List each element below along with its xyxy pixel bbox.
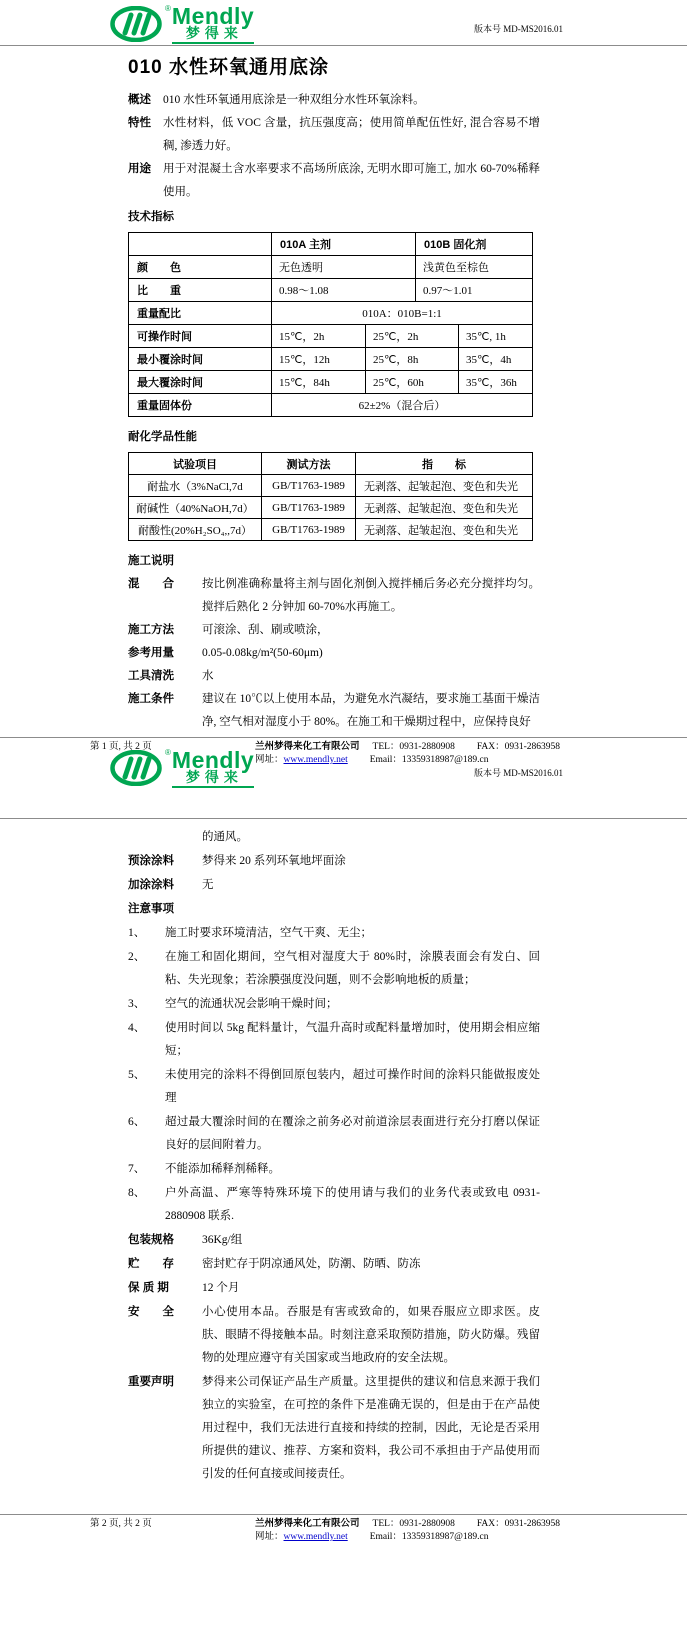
company-logo — [110, 3, 255, 44]
note-text: 超过最大覆涂时间的在覆涂之前务必对前道涂层表面进行充分打磨以保证良好的层间附着力。 — [165, 1116, 540, 1151]
conditions-row — [128, 688, 540, 734]
color-label: 颜 色 — [129, 256, 272, 278]
note-item — [128, 993, 540, 1016]
version-label-page2: 版本号 MD-MS2016.01 — [473, 768, 563, 778]
note-number: 3、 — [128, 998, 146, 1010]
packaging-label: 包装规格 — [128, 1234, 174, 1246]
acid-method: GB/T1763-1989 — [262, 519, 356, 540]
note-text: 使用时间以 5kg 配料量计，气温升高时或配料量增加时，使用期会相应缩短； — [165, 1022, 540, 1057]
safety-label: 安 全 — [128, 1306, 174, 1318]
shelf-life-label: 保 质 期 — [128, 1282, 169, 1294]
notes-heading: 注意事项 — [128, 903, 174, 915]
note-text: 户外高温、严寒等特殊环境下的使用请与我们的业务代表或致电 0931-2880908 联系. — [165, 1187, 540, 1222]
precoat-label: 预涂涂料 — [128, 855, 174, 867]
website-label: 网址： — [255, 1532, 284, 1542]
page2-number: 第 2 页, 共 2 页 — [90, 1519, 152, 1529]
solids-value: 62±2%（混合后） — [358, 400, 446, 412]
packaging-text: 36Kg/组 — [202, 1234, 243, 1246]
safety-row — [128, 1301, 540, 1370]
table-row — [129, 371, 532, 394]
tech-header-part-a: 010A 主剂 — [272, 233, 416, 255]
note-number: 4、 — [128, 1022, 146, 1034]
tool-cleaning-text: 水 — [202, 670, 214, 682]
conditions-text: 建议在 10℃以上使用本品，为避免水汽凝结，要求施工基面干燥洁净, 空气相对湿度小于 80%。在施工和干燥期过程中，应保持良好 — [202, 693, 540, 728]
additional-coat-label: 加涂涂料 — [128, 879, 174, 891]
max-recoat-25c: 25℃，60h — [366, 371, 459, 393]
tool-cleaning-label: 工具清洗 — [128, 670, 174, 682]
dosage-row — [128, 642, 540, 665]
min-recoat-label: 最小覆涂时间 — [129, 348, 272, 370]
ratio-value: 010A：010B=1:1 — [362, 308, 442, 320]
method-text: 可滚涂、刮、刷或喷涂， — [202, 624, 329, 636]
disclaimer-label: 重要声明 — [128, 1376, 174, 1388]
alkali-index: 无剥落、起皱起泡、变色和失光 — [364, 502, 518, 515]
note-number: 1、 — [128, 927, 146, 939]
note-number: 7、 — [128, 1163, 146, 1175]
gravity-b: 0.97～1.01 — [423, 285, 473, 297]
note-item — [128, 1182, 540, 1228]
table-row — [129, 519, 532, 541]
continuation-row — [128, 826, 540, 849]
logo-wordmark — [171, 747, 255, 788]
brand-name-en: Mendly — [171, 3, 255, 29]
gravity-a: 0.98～1.08 — [272, 279, 416, 301]
mixing-label: 混 合 — [128, 578, 174, 590]
note-item — [128, 1064, 540, 1110]
min-recoat-25c: 25℃，8h — [366, 348, 459, 370]
logo-wordmark — [171, 3, 255, 44]
precoat-row — [128, 850, 540, 873]
page-title: 010 水性环氧通用底涂 — [128, 57, 329, 78]
continuation-text: 的通风。 — [202, 831, 248, 843]
disclaimer-row — [128, 1371, 540, 1486]
overview-row — [128, 89, 540, 112]
usage-label: 用途 — [128, 163, 151, 175]
construction-heading: 施工说明 — [128, 555, 174, 567]
note-item — [128, 1017, 540, 1063]
salt-water-item: 耐盐水（3%NaCl,7d — [129, 475, 262, 496]
note-number: 2、 — [128, 951, 146, 963]
max-recoat-35c: 35℃，36h — [466, 377, 517, 389]
storage-label: 贮 存 — [128, 1258, 174, 1270]
gravity-label: 比 重 — [129, 279, 272, 301]
color-a: 无色透明 — [272, 256, 416, 278]
company-name: 兰州梦得来化工有限公司 — [255, 1519, 360, 1529]
table-row — [129, 394, 532, 417]
header-rule-page2 — [0, 818, 687, 819]
solids-label: 重量固体份 — [129, 394, 272, 416]
storage-text: 密封贮存于阴凉通风处，防潮、防晒、防冻 — [202, 1258, 421, 1270]
shelf-life-row — [128, 1277, 540, 1300]
company-fax: FAX：0931-2863958 — [476, 1519, 561, 1529]
tech-header-part-b: 010B 固化剂 — [424, 239, 487, 251]
pot-life-35c: 35℃, 1h — [466, 330, 506, 343]
registered-trademark-icon: ® — [165, 748, 171, 757]
page2-content — [128, 826, 540, 1487]
note-text: 施工时要求环境清洁，空气干爽、无尘； — [165, 927, 372, 939]
chem-resistance-table — [128, 452, 533, 541]
safety-text: 小心使用本品。吞服是有害或致命的，如果吞服应立即求医。皮肤、眼睛不得接触本品。时刻注意采取预防措施，防火防爆。残留物的处理应遵守有关国家或当地政府的安全法规。 — [202, 1306, 540, 1364]
tech-specs-table — [128, 232, 533, 417]
acid-item: 耐酸性(20%H₂SO₄,,7d） — [129, 519, 262, 540]
tool-cleaning-row — [128, 665, 540, 688]
version-label-page1: 版本号 MD-MS2016.01 — [473, 24, 563, 34]
shelf-life-text: 12 个月 — [202, 1282, 240, 1294]
mendly-logo-icon — [110, 750, 164, 786]
table-row — [129, 475, 532, 497]
brand-name-cn: 梦得来 — [185, 25, 243, 41]
table-row — [129, 497, 532, 519]
table-row — [129, 348, 532, 371]
storage-row — [128, 1253, 540, 1276]
company-logo-page2 — [110, 747, 255, 788]
mixing-row — [128, 573, 540, 619]
company-tel: TEL：0931-2880908 — [372, 1519, 455, 1529]
chem-header-index: 指 标 — [422, 458, 466, 471]
table-row — [129, 453, 532, 475]
ratio-label: 重量配比 — [129, 302, 272, 324]
tech-header-empty-cell — [129, 233, 272, 255]
table-row — [129, 279, 532, 302]
note-text: 未使用完的涂料不得倒回原包装内，超过可操作时间的涂料只能做报废处理 — [165, 1069, 540, 1104]
brand-name-en: Mendly — [171, 747, 255, 773]
chem-header-item: 试验项目 — [129, 453, 262, 474]
alkali-item: 耐碱性（40%NaOH,7d） — [129, 497, 262, 518]
salt-water-method: GB/T1763-1989 — [262, 475, 356, 496]
pot-life-label: 可操作时间 — [129, 325, 272, 347]
note-item — [128, 1111, 540, 1157]
method-label: 施工方法 — [128, 624, 174, 636]
registered-trademark-icon: ® — [165, 4, 171, 13]
min-recoat-35c: 35℃，4h — [466, 354, 512, 366]
pot-life-15c: 15℃，2h — [272, 325, 366, 347]
note-item — [128, 922, 540, 945]
precoat-text: 梦得来 20 系列环氧地坪面涂 — [202, 855, 346, 867]
table-row — [129, 256, 532, 279]
mendly-logo-icon — [110, 6, 164, 42]
company-tel: TEL：0931-2880908 — [372, 742, 455, 752]
additional-coat-text: 无 — [202, 879, 214, 891]
website-link[interactable]: www.mendly.net — [283, 1532, 348, 1542]
email-label: Email： — [369, 1532, 402, 1542]
website-link[interactable]: www.mendly.net — [283, 755, 348, 765]
note-item — [128, 946, 540, 992]
disclaimer-text: 梦得来公司保证产品生产质量。这里提供的建议和信息来源于我们独立的实验室，在可控的条件下是准确无误的，但是由于在产品使用过程中，我们无法进行直接和持续的控制，因此，无论是否采用所提供的建议、推荐、方案和资料，我公司不承担由于产品使用而引发的任何直接或间接责任。 — [202, 1376, 540, 1480]
note-text: 不能添加稀释剂稀释。 — [165, 1163, 280, 1175]
page1-footer — [0, 737, 687, 766]
acid-index: 无剥落、起皱起泡、变色和失光 — [364, 524, 518, 537]
page1-number: 第 1 页, 共 2 页 — [90, 742, 152, 752]
note-text: 在施工和固化期间，空气相对湿度大于 80%时，涂膜表面会有发白、回粘、失光现象；若涂膜强度没问题，则不会影响地板的质量； — [165, 951, 540, 986]
pot-life-25c: 25℃，2h — [366, 325, 459, 347]
header-rule-page1 — [0, 45, 687, 46]
mixing-text: 按比例准确称量将主剂与固化剂倒入搅拌桶后务必充分搅拌均匀。搅拌后熟化 2 分钟加 60-70%水再施工。 — [202, 578, 540, 613]
email-value: 13359318987@189.cn — [401, 1532, 489, 1542]
table-row — [129, 325, 532, 348]
dosage-text: 0.05-0.08kg/m²(50-60μm) — [202, 647, 323, 659]
feature-text: 水性材料，低 VOC 含量，抗压强度高；使用简单配伍性好, 混合容易不增稠, 渗透力好。 — [163, 117, 540, 152]
email-value: 13359318987@189.cn — [401, 755, 489, 765]
usage-text: 用于对混凝土含水率要求不高场所底涂, 无明水即可施工, 加水 60-70%稀释使用。 — [163, 163, 540, 198]
continuation-spacer — [128, 826, 202, 849]
company-name: 兰州梦得来化工有限公司 — [255, 742, 360, 752]
method-row — [128, 619, 540, 642]
max-recoat-label: 最大覆涂时间 — [129, 371, 272, 393]
usage-row — [128, 158, 540, 204]
packaging-row — [128, 1229, 540, 1252]
note-number: 8、 — [128, 1187, 146, 1199]
company-fax: FAX：0931-2863958 — [476, 742, 561, 752]
tech-specs-heading: 技术指标 — [128, 211, 174, 223]
email-label: Email： — [369, 755, 402, 765]
brand-name-cn: 梦得来 — [185, 769, 243, 785]
overview-label: 概述 — [128, 94, 151, 106]
min-recoat-15c: 15℃，12h — [272, 348, 366, 370]
chem-header-method: 测试方法 — [262, 453, 356, 474]
note-number: 5、 — [128, 1069, 146, 1081]
conditions-label: 施工条件 — [128, 693, 174, 705]
overview-text: 010 水性环氧通用底涂是一种双组分水性环氧涂料。 — [163, 94, 425, 106]
chem-resistance-heading: 耐化学品性能 — [128, 431, 197, 443]
note-number: 6、 — [128, 1116, 146, 1128]
color-b: 浅黄色至棕色 — [423, 262, 489, 274]
salt-water-index: 无剥落、起皱起泡、变色和失光 — [364, 480, 518, 493]
website-label: 网址： — [255, 755, 284, 765]
feature-label: 特性 — [128, 117, 151, 129]
page2-footer — [0, 1514, 687, 1543]
feature-row — [128, 112, 540, 158]
max-recoat-15c: 15℃，84h — [272, 371, 366, 393]
table-row — [129, 233, 532, 256]
alkali-method: GB/T1763-1989 — [262, 497, 356, 518]
table-row — [129, 302, 532, 325]
note-text: 空气的流通状况会影响干燥时间； — [165, 998, 338, 1010]
additional-coat-row — [128, 874, 540, 897]
note-item — [128, 1158, 540, 1181]
page1-content — [128, 50, 540, 734]
dosage-label: 参考用量 — [128, 647, 174, 659]
